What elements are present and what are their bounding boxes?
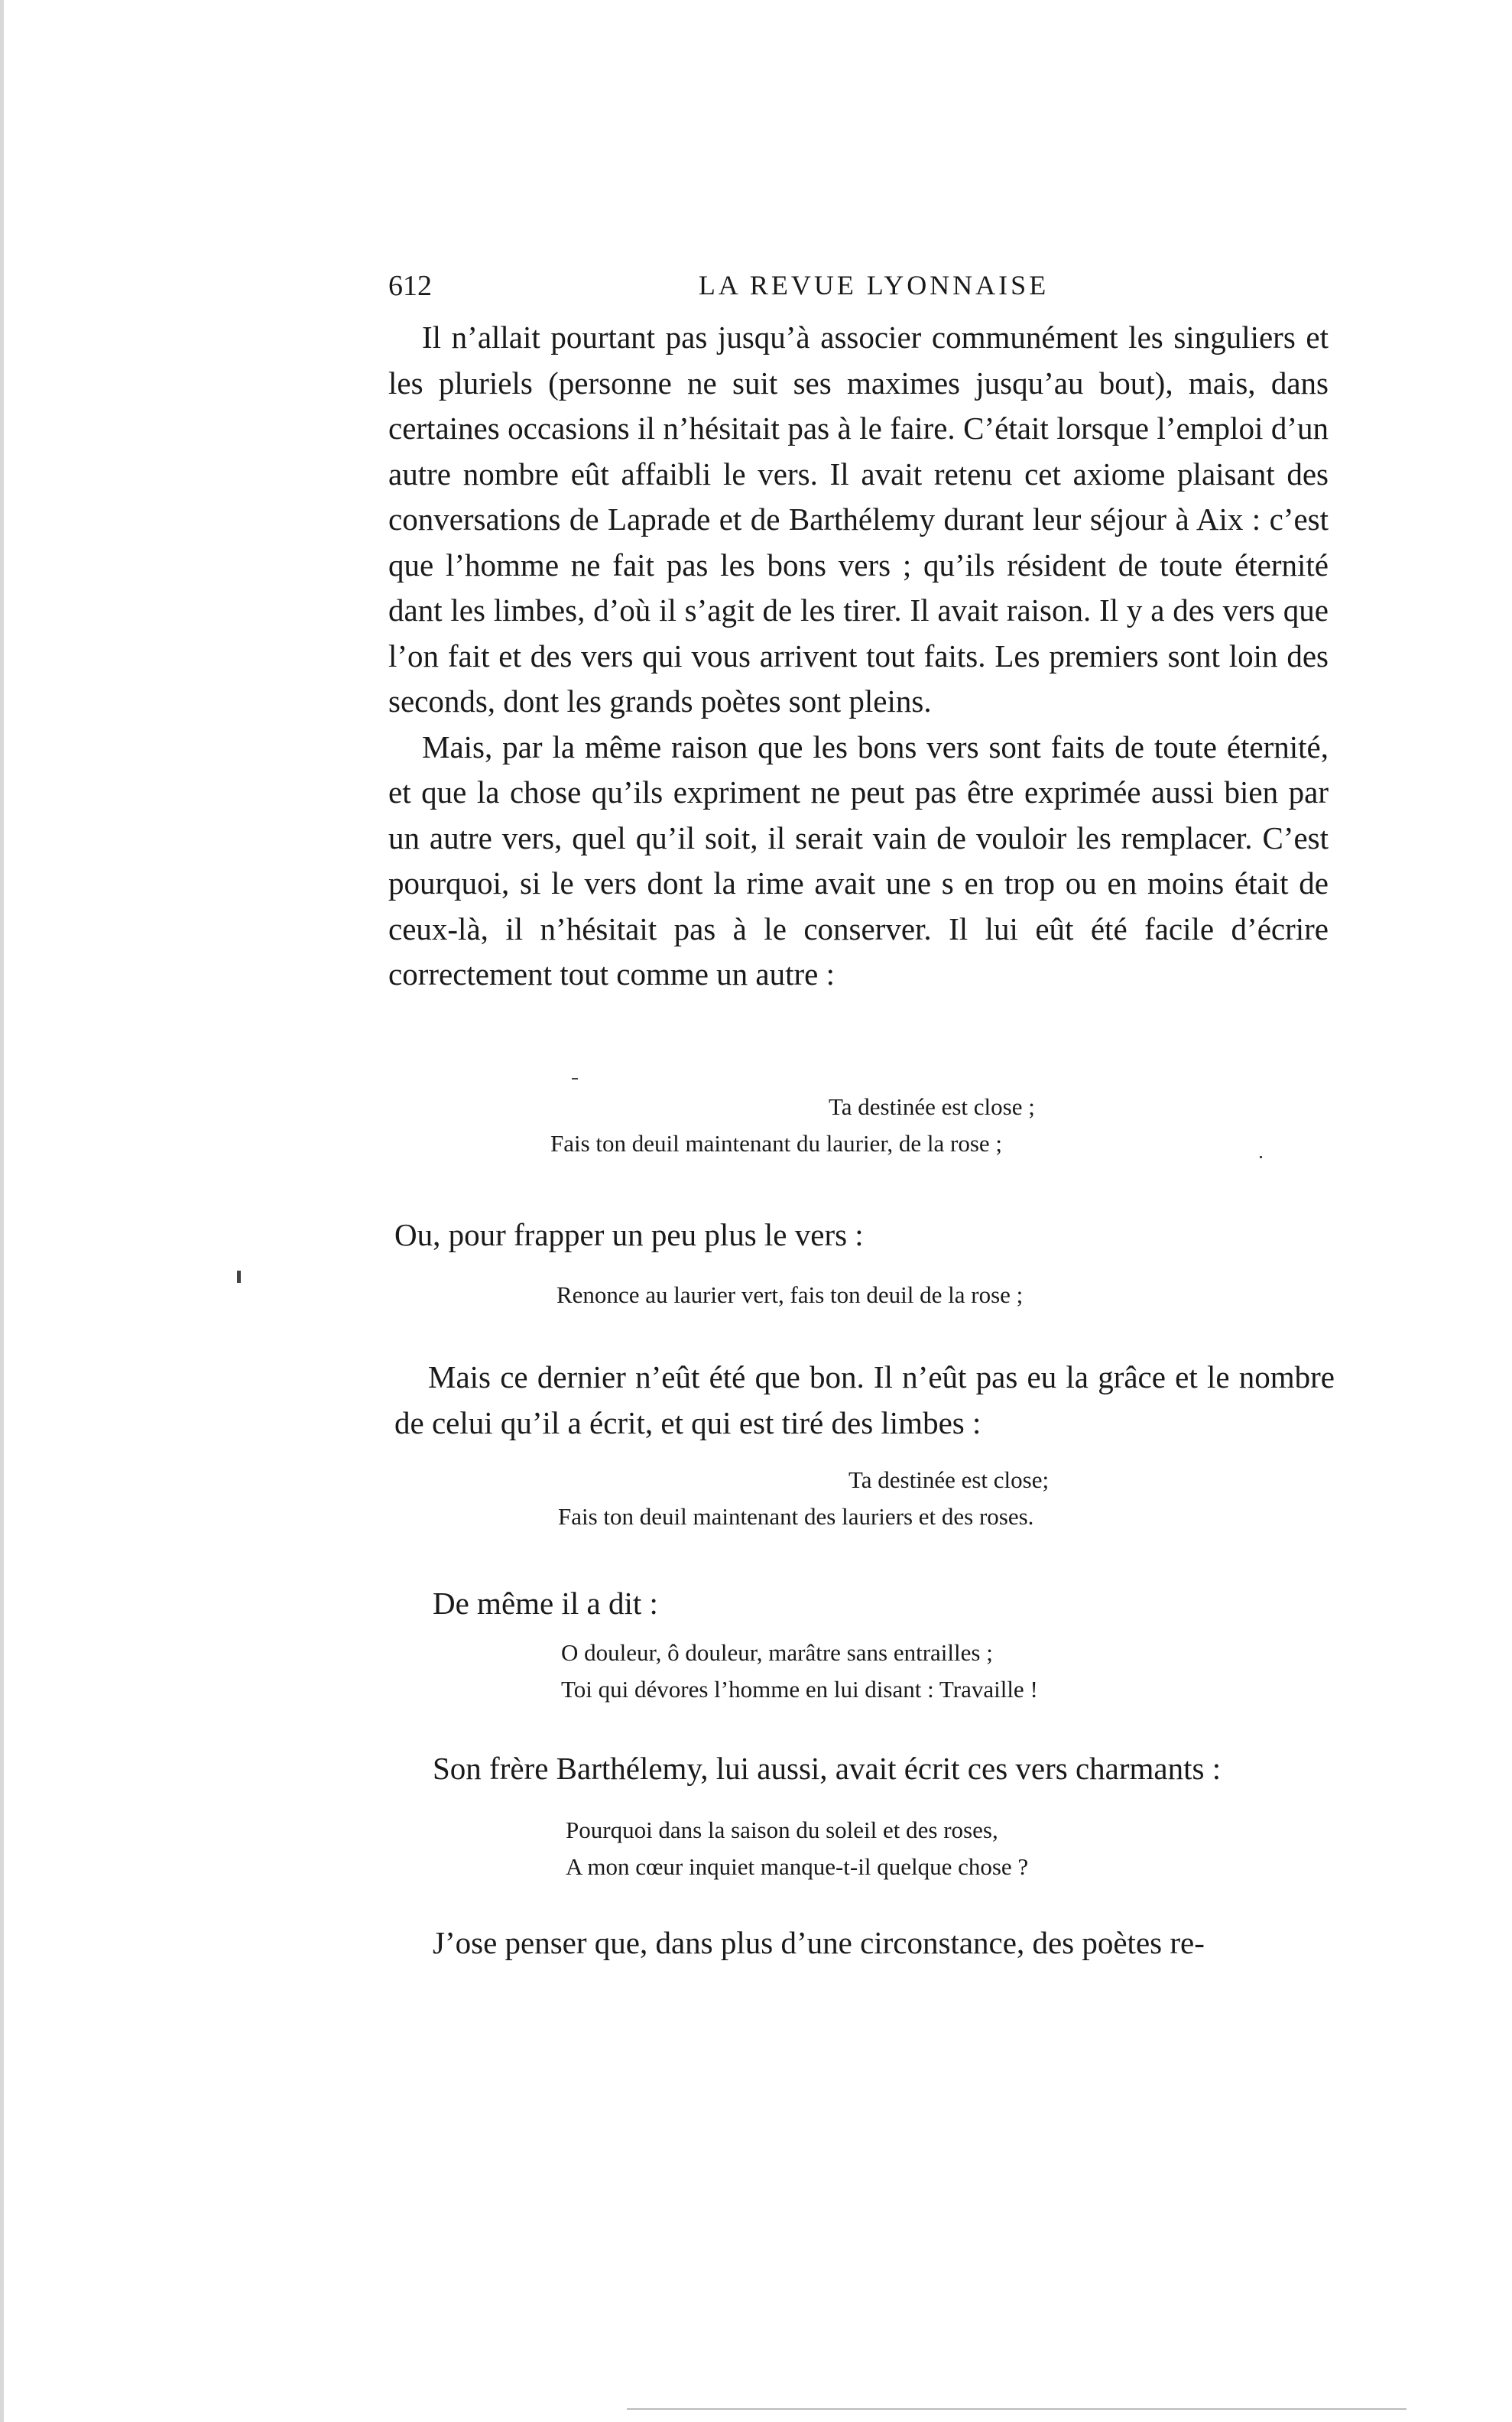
verse-line: Renonce au laurier vert, fais ton deuil de la rose ;	[556, 1281, 1024, 1308]
page-edge	[0, 0, 4, 2422]
line-son-frere: Son frère Barthélemy, lui aussi, avait écrit ces vers charmants :	[433, 1751, 1222, 1786]
verse-quote-5	[566, 1812, 1028, 1885]
ink-speck	[572, 1078, 578, 1080]
line-ou: Ou, pour frapper un peu plus le vers :	[394, 1217, 864, 1252]
verse-line: Ta destinée est close;	[848, 1466, 1050, 1493]
paragraph-2: Mais, par la même raison que les bons vers sont faits de toute éternité, et que la chose qu’ils expriment ne peut pas être exprimée aussi bien par un autre vers, quel qu’il soit, il serait vain de vouloir les remplacer. C’est pourquoi, si le vers dont la rime avait une s en trop ou en moins était de ceux-là, il n’hésitait pas à le conserver. Il lui eût été facile d’écrire correctement tout comme un autre :	[388, 729, 1329, 992]
verse-line: Ta destinée est close ;	[829, 1093, 1035, 1120]
verse-line: Fais ton deuil maintenant du laurier, de la rose ;	[550, 1130, 1003, 1157]
verse-quote-2	[556, 1277, 1023, 1313]
running-title: LA REVUE LYONNAISE	[698, 270, 1050, 300]
verse-line: Pourquoi dans la saison du soleil et des roses,	[566, 1816, 998, 1843]
paragraph-3: Mais ce dernier n’eût été que bon. Il n’eût pas eu la grâce et le nombre de celui qu’il a écrit, et qui est tiré des limbes :	[394, 1359, 1335, 1440]
verse-line: O douleur, ô douleur, marâtre sans entrailles ;	[561, 1639, 993, 1666]
page-header	[388, 269, 1329, 307]
verse-quote-3	[558, 1462, 1049, 1535]
verse-quote-1	[550, 1089, 1035, 1162]
page-number: 612	[388, 270, 432, 302]
bottom-rule	[627, 2408, 1407, 2410]
line-de-meme: De même il a dit :	[433, 1586, 658, 1621]
ink-speck	[1260, 1156, 1262, 1158]
line-jose: J’ose penser que, dans plus d’une circonstance, des poètes re-	[433, 1925, 1205, 1960]
verse-quote-4	[561, 1635, 1038, 1708]
verse-line: A mon cœur inquiet manque-t-il quelque chose ?	[566, 1853, 1029, 1880]
ink-speck	[237, 1271, 241, 1283]
verse-line: Toi qui dévores l’homme en lui disant : Travaille !	[561, 1676, 1038, 1703]
main-text	[388, 315, 1329, 998]
verse-line: Fais ton deuil maintenant des lauriers et des roses.	[558, 1503, 1034, 1530]
paragraph-1: Il n’allait pourtant pas jusqu’à associer communément les singuliers et les pluriels (personne ne suit ses maximes jusqu’au bout), mais, dans certaines occasions il n’hésitait pas à le faire. C’était lorsque l’emploi d’un autre nombre eût affaibli le vers. Il avait retenu cet axiome plaisant des conversations de Laprade et de Barthélemy durant leur séjour à Aix : c’est que l’homme ne fait pas les bons vers ; qu’ils résident de toute éternité dant les limbes, d’où il s’agit de les tirer. Il avait raison. Il y a des vers que l’on fait et des vers qui vous arrivent tout faits. Les premiers sont loin des seconds, dont les grands poètes sont pleins.	[388, 320, 1329, 719]
